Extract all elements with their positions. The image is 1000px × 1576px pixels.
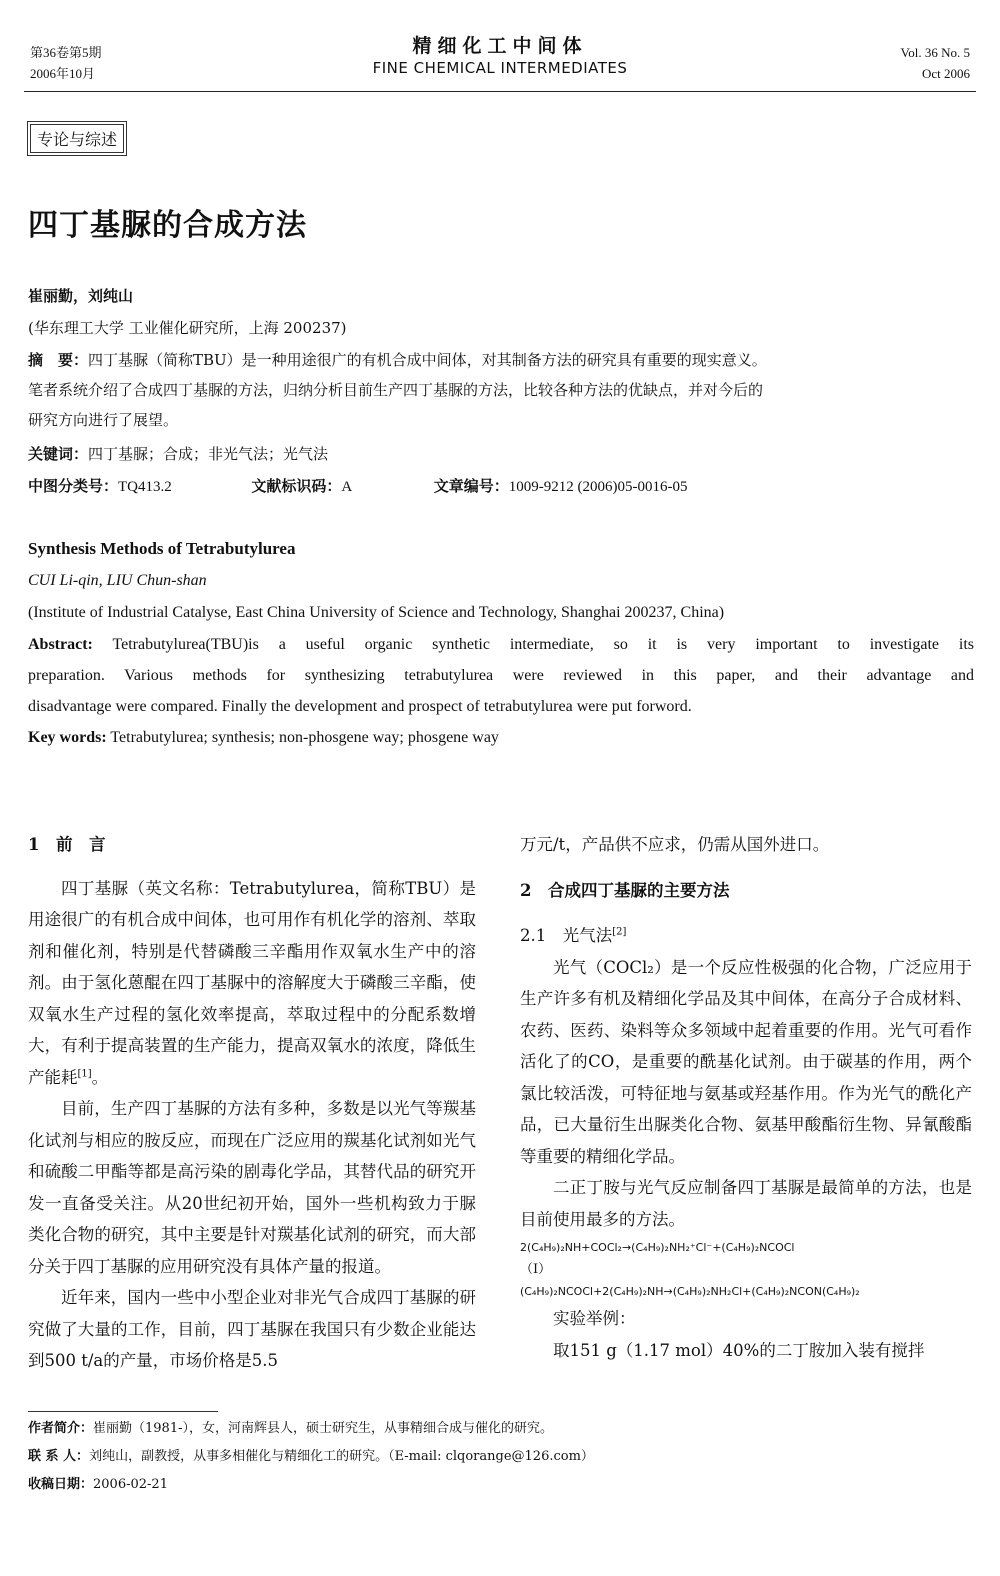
paragraph-continued: 万元/t，产品供不应求，仍需从国外进口。 <box>520 835 830 854</box>
classification-line <box>28 476 974 497</box>
keywords-en <box>28 728 499 748</box>
doc-code-label: 文献标识码： <box>251 477 342 495</box>
heading-phosgene-text: 2.1 光气法 <box>520 926 613 945</box>
abstract-cn-line3: 研究方向进行了展望。 <box>28 411 179 429</box>
clc-value: TQ413.2 <box>118 479 172 495</box>
paragraph-intro-1-text: 四丁基脲（英文名称：Tetrabutylurea，简称TBU）是用途很广的有机合成中间体，也可用作有机化学的溶剂、萃取剂和催化剂，特别是代替磷酸三辛酯用作双氧水生产中的溶剂。由于氢化蒽醌在四丁基脲中的溶解度大于磷酸三辛酯，使双氧水生产过程的氢化效率提高，萃取过程中的分配系数增大，有利于提高装置的生产能力，提高双氧水的浓度，降低生产能耗 <box>28 878 476 1087</box>
abstract-cn-line1 <box>28 350 974 370</box>
abstract-en-line2: preparation. Various methods for synthesizing tetrabutylurea were reviewed in this paper, and their advantage and <box>28 667 974 684</box>
footnote-divider <box>28 1411 218 1412</box>
paragraph-phosgene-1: 光气（COCl₂）是一个反应性极强的化合物，广泛应用于生产许多有机及精细化学品及其中间体，在高分子合成材料、农药、医药、染料等众多领域中起着重要的作用。光气可看作活化了的CO，是重要的酰基化试剂。由于碳基的作用，两个氯比较活泼，可特征地与氨基或羟基作用。作为光气的酰化产品，已大量衍生出脲类化合物、氨基甲酸酯衍生物、异氰酸酯等重要的精细化学品。 <box>520 957 972 1166</box>
footnote-contact-text: 刘纯山，副教授，从事多相催化与精细化工的研究。（E-mail: clqorange@126.com） <box>89 1449 594 1464</box>
equation-label: （Ⅰ） <box>520 1262 552 1277</box>
doc-code-value: A <box>341 479 353 495</box>
article-no-label: 文章编号： <box>433 477 509 495</box>
equation-1: 2(C₄H₉)₂NH+COCl₂→(C₄H₉)₂NH₂⁺Cl⁻+(C₄H₉)₂NCOCl <box>520 1241 795 1254</box>
affiliation-cn: (华东理工大学 工业催化研究所，上海 200237) <box>28 319 347 337</box>
keywords-cn-text: 四丁基脲；合成；非光气法；光气法 <box>88 445 329 463</box>
abstract-en-label: Abstract: <box>28 636 93 653</box>
paragraph-example: 取151 g（1.17 mol）40%的二丁胺加入装有搅拌 <box>553 1340 925 1360</box>
affiliation-en: (Institute of Industrial Catalyse, East China University of Science and Technology, Shanghai 200237, China) <box>28 604 725 621</box>
clc-label: 中图分类号： <box>28 477 119 495</box>
body-left-column <box>28 829 476 1377</box>
page-title: 四丁基脲的合成方法 <box>28 208 307 243</box>
footnote-author-text: 崔丽勤（1981-），女，河南辉县人，硕士研究生，从事精细合成与催化的研究。 <box>93 1421 553 1436</box>
paragraph-phosgene-2: 二正丁胺与光气反应制备四丁基脲是最简单的方法，也是目前使用最多的方法。 <box>520 1178 972 1229</box>
paragraph-intro-1-end: 。 <box>91 1067 109 1087</box>
journal-title-en: FINE CHEMICAL INTERMEDIATES <box>372 59 628 77</box>
keywords-en-label: Key words: <box>28 729 107 746</box>
section-tag: 专论与综述 <box>30 124 124 153</box>
abstract-en-line1 <box>28 635 974 655</box>
paragraph-intro-2: 目前，生产四丁基脲的方法有多种，多数是以光气等羰基化试剂与相应的胺反应，而现在广泛应用的羰基化试剂如光气和硫酸二甲酯等都是高污染的剧毒化学品，其替代品的研究开发一直备受关注。从20世纪初开始，国外一些机构致力于脲类化合物的研究，其中主要是针对羰基化试剂的研究，而大部分关于四丁基脲的应用研究没有具体产量的报道。 <box>28 1099 476 1276</box>
issue-date-en: Oct 2006 <box>921 66 970 81</box>
footnote-author-label: 作者简介： <box>28 1421 94 1436</box>
body-right-column <box>520 829 972 1366</box>
footnote-received <box>28 1474 168 1495</box>
issue-date: 2006年10月 <box>30 66 96 81</box>
footnote-received-label: 收稿日期： <box>28 1477 94 1492</box>
footnote-contact-label: 联 系 人： <box>28 1449 90 1464</box>
journal-masthead <box>300 34 700 78</box>
journal-title-cn: 精细化工中间体 <box>412 35 588 57</box>
citation-2: [2] <box>612 926 627 938</box>
header-divider <box>24 91 976 92</box>
authors-en: CUI Li-qin, LIU Chun-shan <box>28 572 207 589</box>
equation-2: (C₄H₉)₂NCOCl+2(C₄H₉)₂NH→(C₄H₉)₂NH₂Cl+(C₄H₉)₂NCON(C₄H₉)₂ <box>520 1285 860 1298</box>
heading-intro: 1 前 言 <box>28 835 106 854</box>
abstract-en-text1: Tetrabutylurea(TBU)is a useful organic synthetic intermediate, so it is very important to investigate its <box>92 636 974 653</box>
example-label: 实验举例： <box>553 1309 636 1328</box>
title-en: Synthesis Methods of Tetrabutylurea <box>28 539 296 558</box>
issue-info <box>30 42 102 84</box>
paragraph-intro-3: 近年来，国内一些中小型企业对非光气合成四丁基脲的研究做了大量的工作，目前，四丁基脲在我国只有少数企业能达到500 t/a的产量，市场价格是5.5 <box>28 1288 476 1370</box>
abstract-cn-text1: 四丁基脲（简称TBU）是一种用途很广的有机合成中间体，对其制备方法的研究具有重要的现实意义。 <box>88 351 767 369</box>
footnote-received-text: 2006-02-21 <box>93 1477 168 1492</box>
footnote-contact <box>28 1446 594 1467</box>
footnote-author <box>28 1418 553 1439</box>
issue-volume: 第36卷第5期 <box>30 45 102 60</box>
abstract-cn-label: 摘 要： <box>28 351 89 369</box>
heading-methods: 2 合成四丁基脲的主要方法 <box>520 880 730 900</box>
abstract-en-line3: disadvantage were compared. Finally the development and prospect of tetrabutylurea were put forword. <box>28 698 692 715</box>
abstract-cn-line2: 笔者系统介绍了合成四丁基脲的方法，归纳分析目前生产四丁基脲的方法，比较各种方法的优缺点，并对今后的 <box>28 381 764 399</box>
issue-info-en <box>901 42 970 84</box>
keywords-en-text: Tetrabutylurea; synthesis; non-phosgene way; phosgene way <box>106 729 499 746</box>
keywords-cn <box>28 444 974 464</box>
citation-1: [1] <box>77 1068 92 1079</box>
article-no-value: 1009-9212 (2006)05-0016-05 <box>508 479 688 495</box>
issue-volume-en: Vol. 36 No. 5 <box>900 45 970 60</box>
keywords-cn-label: 关键词： <box>28 445 89 463</box>
heading-phosgene <box>520 920 972 952</box>
paragraph-intro-1 <box>28 873 476 1094</box>
authors-cn: 崔丽勤，刘纯山 <box>28 287 134 305</box>
